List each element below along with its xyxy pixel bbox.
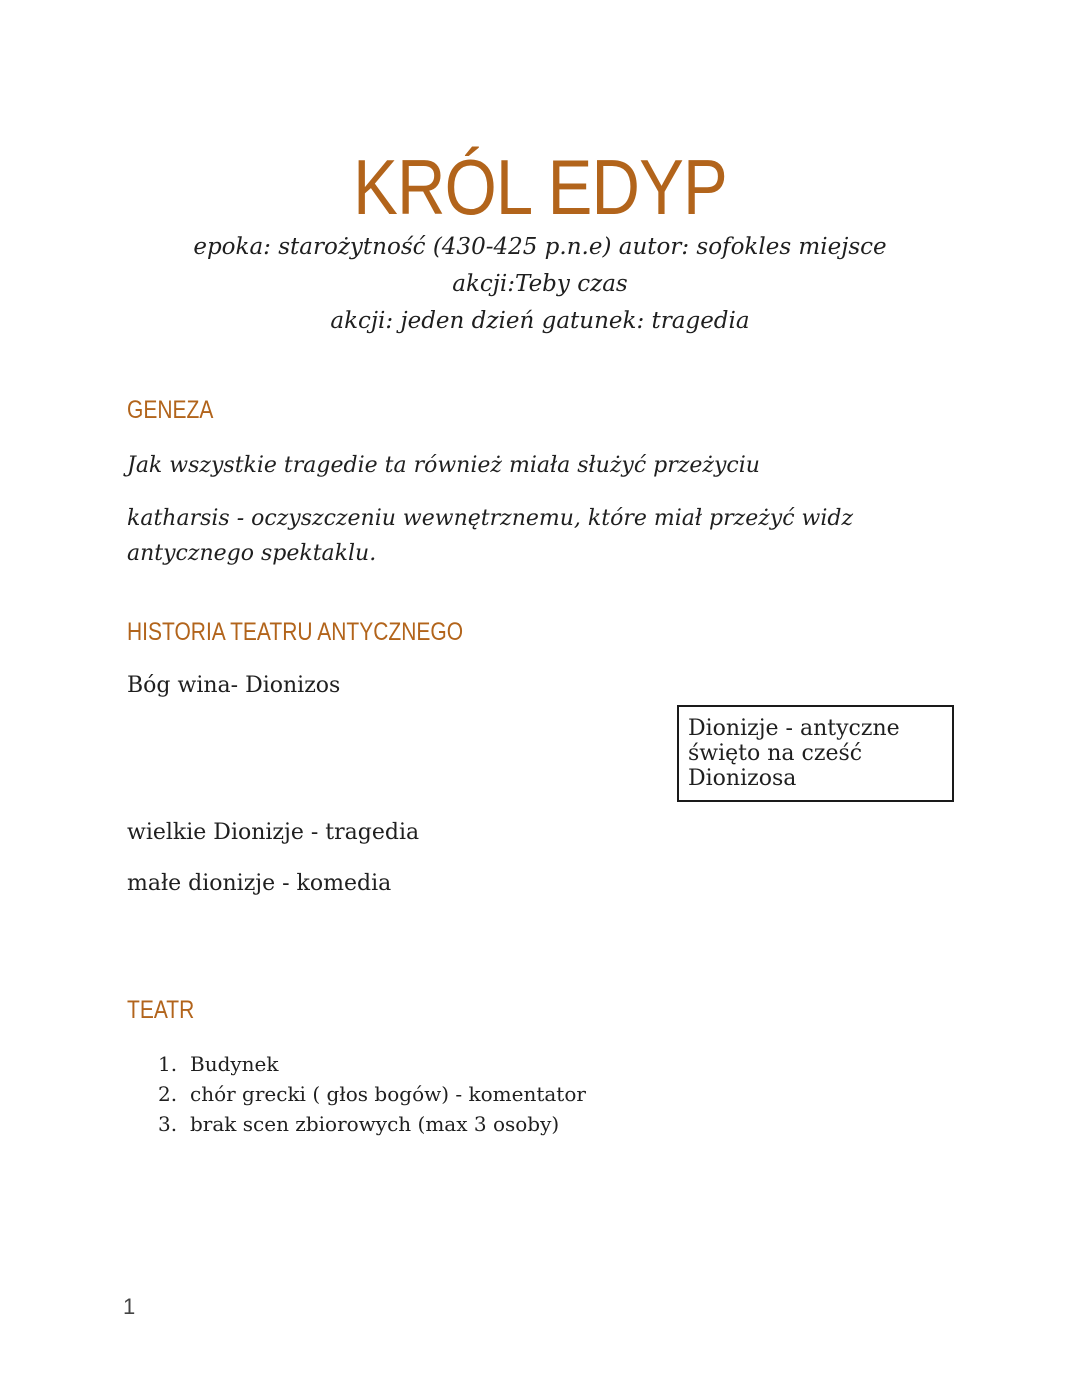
- historia-heading: HISTORIA TEATRU ANTYCZNEGO: [127, 618, 464, 646]
- geneza-heading: GENEZA: [127, 396, 214, 424]
- list-item-text: brak scen zbiorowych (max 3 osoby): [190, 1112, 560, 1136]
- subtitle: [135, 229, 945, 340]
- list-item-number: 2.: [158, 1082, 178, 1106]
- list-item: [158, 1079, 586, 1109]
- subtitle-line-1: epoka: starożytność (430-425 p.n.e) autor: sofokles miejsce akcji:Teby czas: [193, 234, 887, 297]
- list-item: [158, 1109, 586, 1139]
- list-item: [158, 1049, 586, 1079]
- teatr-heading: TEATR: [127, 996, 195, 1024]
- geneza-paragraph-1: Jak wszystkie tragedie ta również miała służyć przeżyciu: [127, 453, 760, 478]
- historia-line-tragedia: wielkie Dionizje - tragedia: [127, 820, 420, 845]
- historia-line-komedia: małe dionizje - komedia: [127, 871, 392, 896]
- list-item-number: 1.: [158, 1052, 178, 1076]
- page-number: 1: [123, 1294, 136, 1319]
- dionizje-callout-box: Dionizje - antyczne święto na cześć Dionizosa: [677, 705, 954, 802]
- list-item-number: 3.: [158, 1112, 178, 1136]
- teatr-numbered-list: [158, 1049, 586, 1139]
- subtitle-line-2: akcji: jeden dzień gatunek: tragedia: [330, 308, 750, 334]
- page-title: KRÓL EDYP: [353, 143, 727, 231]
- list-item-text: Budynek: [190, 1052, 279, 1076]
- list-item-text: chór grecki ( głos bogów) - komentator: [190, 1082, 586, 1106]
- historia-line-dionizos: Bóg wina- Dionizos: [127, 673, 341, 698]
- geneza-paragraph-2: katharsis - oczyszczeniu wewnętrznemu, które miał przeżyć widz antycznego spektaklu.: [127, 506, 854, 566]
